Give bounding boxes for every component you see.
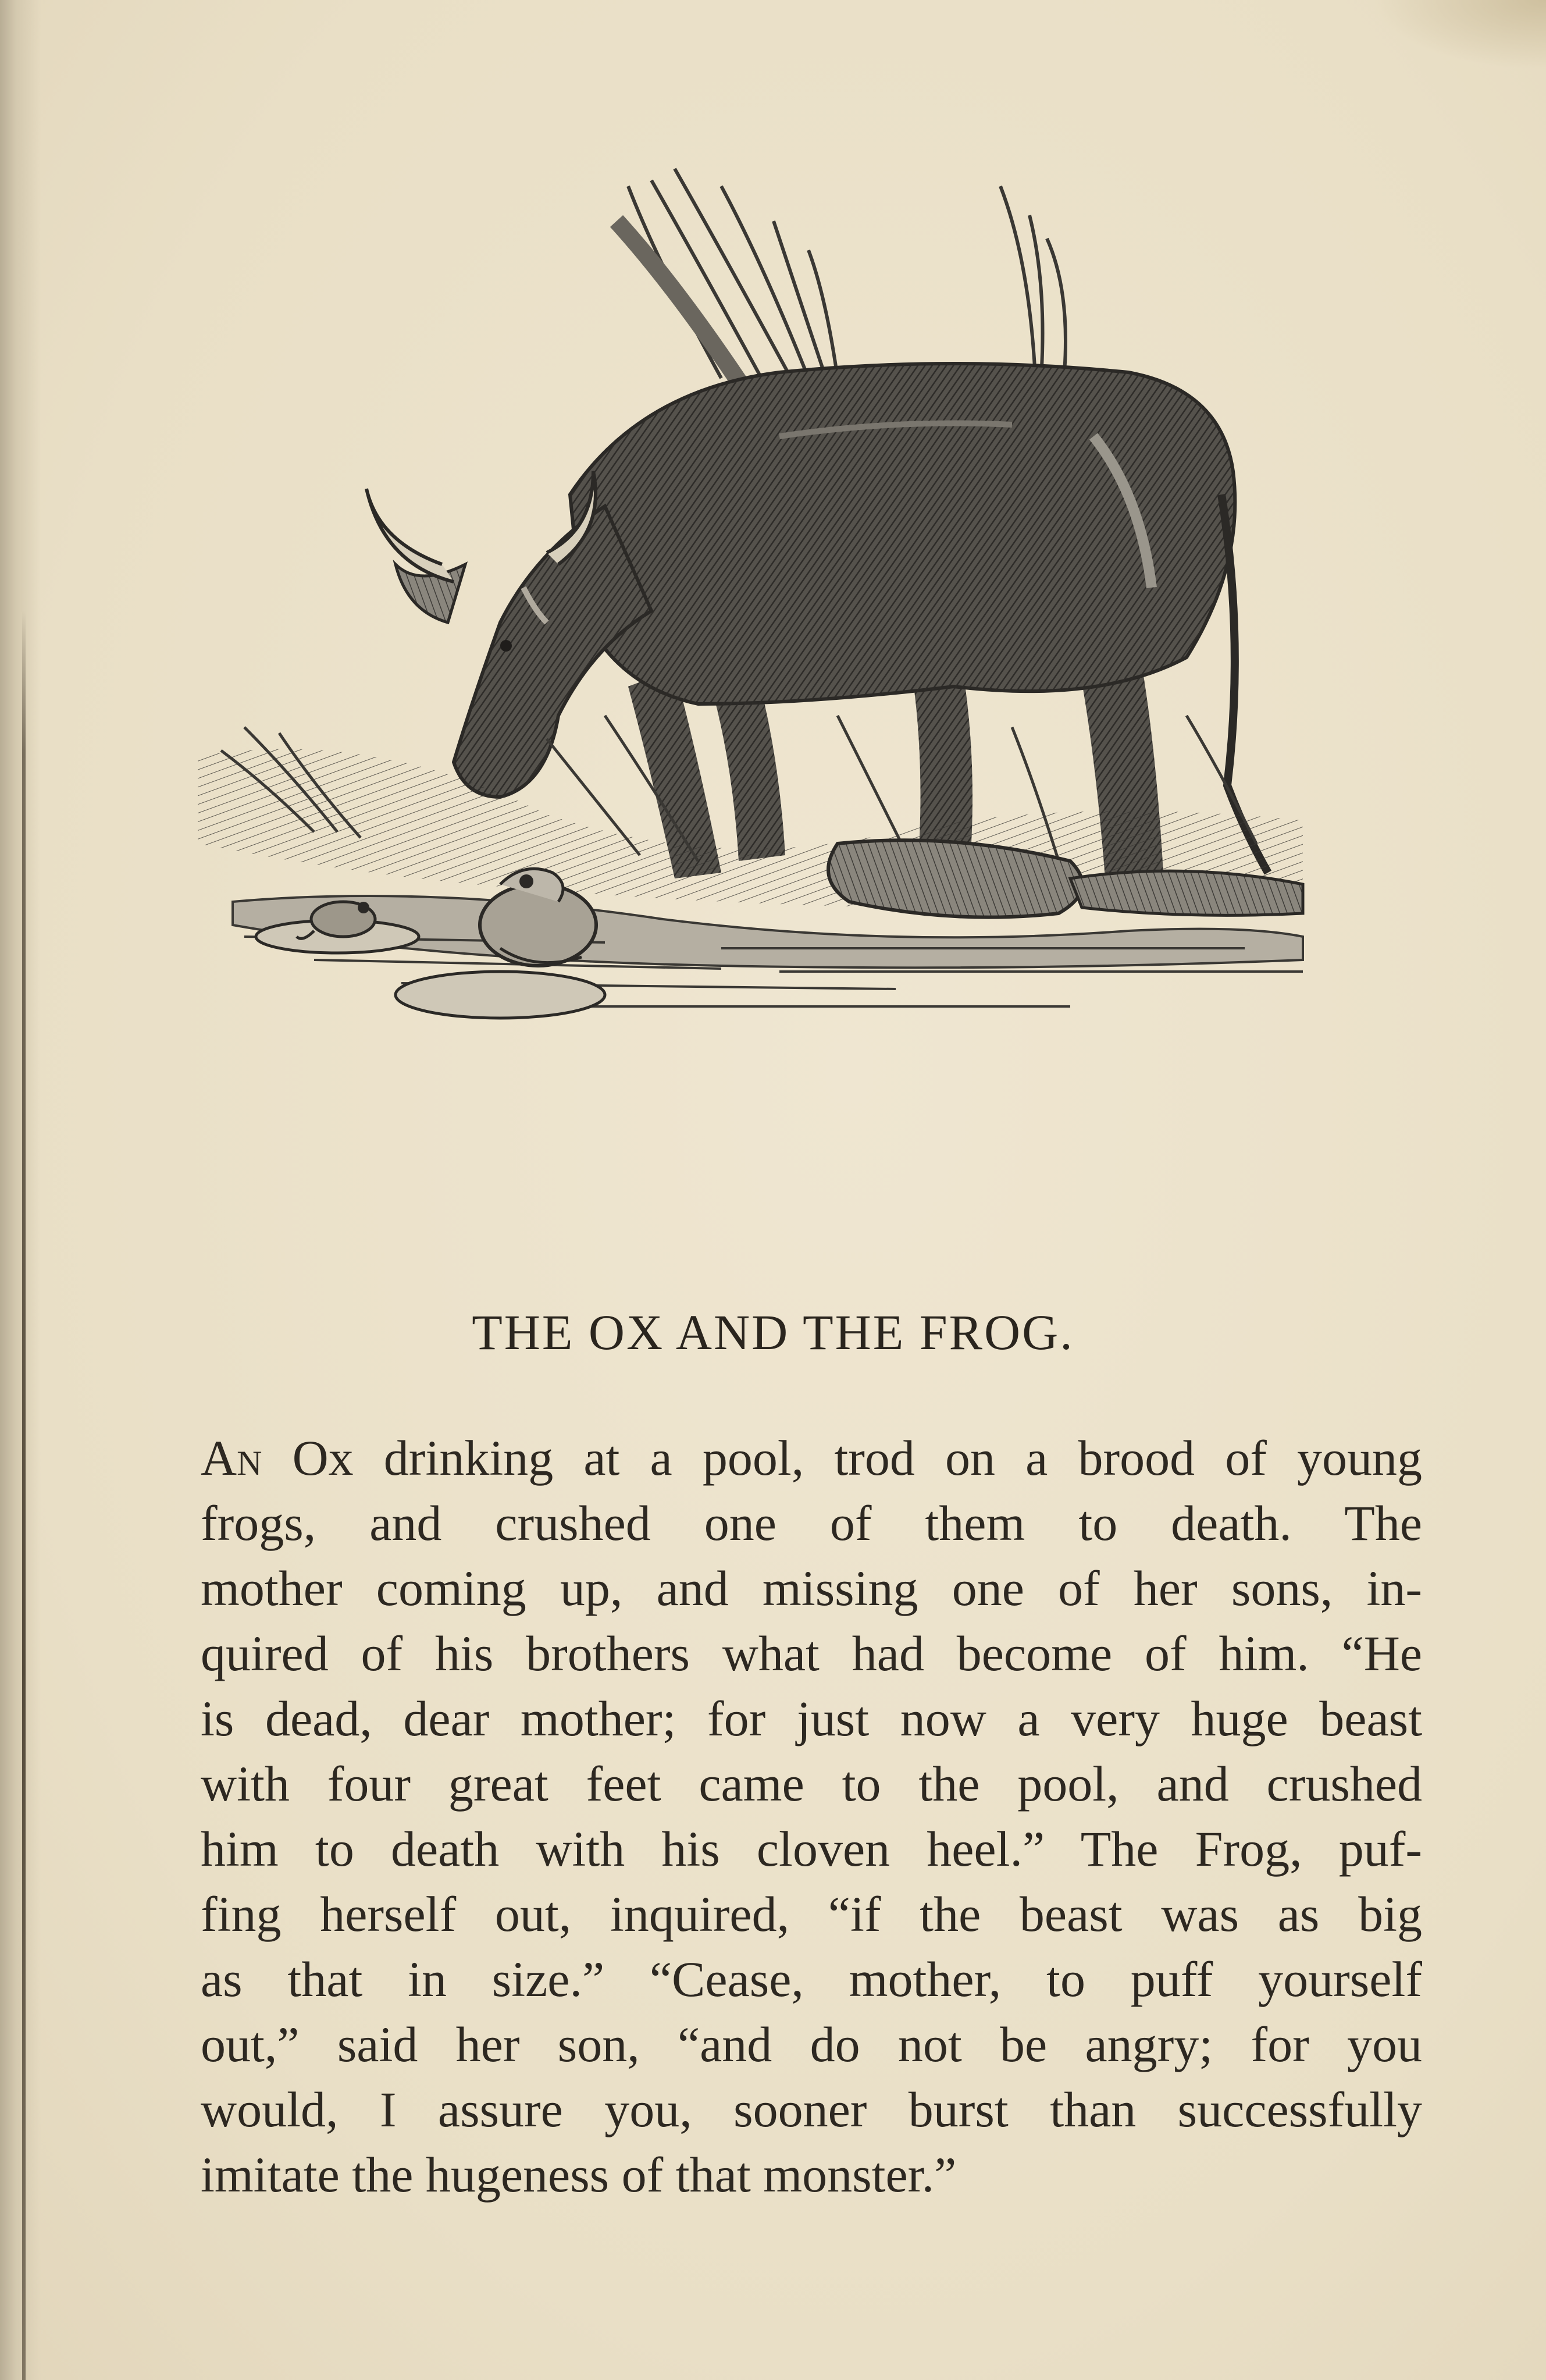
text-line-6: with four great feet came to the pool, and crushed [201, 1756, 1422, 1812]
text-line-1: An Ox drinking at a pool, trod on a brood of young [201, 1430, 1422, 1486]
text-line-12: imitate the hugeness of that monster.” [201, 2147, 957, 2203]
fable-text [201, 1425, 1422, 2207]
corner-shadow [1372, 0, 1546, 70]
opening-word: An [201, 1430, 262, 1486]
fable-title: THE OX AND THE FROG. [472, 1304, 1074, 1360]
ox-and-frogs-engraving [198, 145, 1361, 1251]
text-line-4: quired of his brothers what had become of him. “He [201, 1625, 1422, 1681]
text-line-10: out,” said her son, “and do not be angry; for you [201, 2016, 1422, 2072]
text-line-11: would, I assure you, sooner burst than successfully [201, 2082, 1422, 2137]
reeds [617, 169, 1066, 390]
text-line-3: mother coming up, and missing one of her sons, in- [201, 1560, 1422, 1616]
text-line-2: frogs, and crushed one of them to death. The [201, 1495, 1422, 1551]
text-line-5: is dead, dear mother; for just now a very huge beast [201, 1691, 1422, 1746]
text-line-7: him to death with his cloven heel.” The Frog, puf- [201, 1821, 1422, 1877]
text-line-8: fing herself out, inquired, “if the beast was as big [201, 1886, 1422, 1942]
binding-edge [22, 611, 26, 2380]
binding-shadow [0, 0, 41, 2380]
text-line-9: as that in size.” “Cease, mother, to puff yourself [201, 1951, 1422, 2007]
